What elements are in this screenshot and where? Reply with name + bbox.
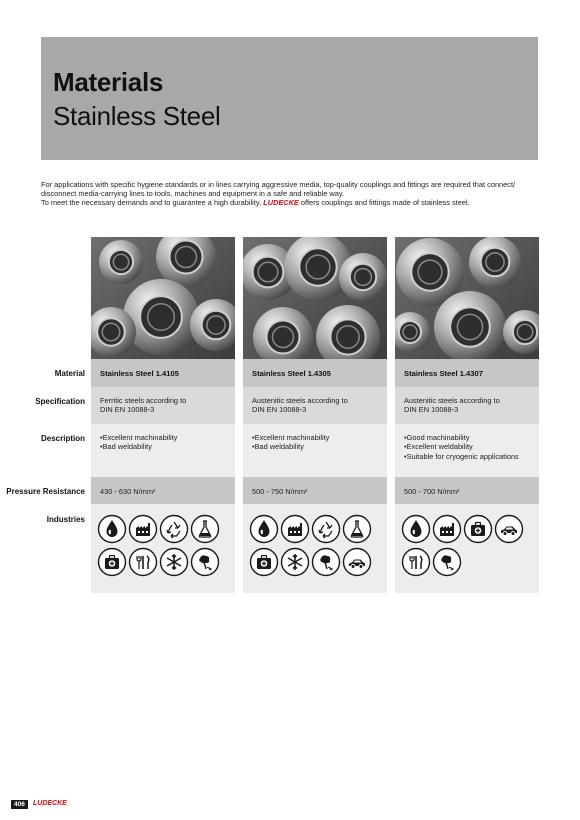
row-label-pressure: Pressure Resistance: [6, 487, 85, 496]
laboratory-flask-icon: [190, 514, 220, 544]
description-band: [395, 424, 539, 477]
oil-drop-icon: [249, 514, 279, 544]
agriculture-icon: [311, 547, 341, 577]
car-icon: [494, 514, 524, 544]
intro-text: [41, 180, 541, 208]
intro-brand-logo: LUDECKE: [263, 198, 299, 208]
industries-icons: [249, 514, 385, 580]
factory-icon: [128, 514, 158, 544]
intro-line-1: For applications with specific hygiene standards or in lines carrying aggressive media, top-quality couplings and fittings are required that connect/: [41, 180, 516, 189]
page-subtitle: Stainless Steel: [53, 101, 221, 131]
snowflake-icon: [280, 547, 310, 577]
description-item: • Suitable for cryogenic applications: [404, 452, 519, 461]
material-name: Stainless Steel 1.4105: [100, 369, 179, 378]
pressure-value: 500 - 750 N/mm²: [252, 487, 308, 496]
description-item: • Bad weldability: [252, 442, 329, 451]
page-number: 406: [11, 800, 28, 809]
oil-drop-icon: [97, 514, 127, 544]
industries-icons: [401, 514, 537, 580]
food-cutlery-icon: [401, 547, 431, 577]
description-list-wrap: [252, 433, 329, 452]
first-aid-kit-icon: [463, 514, 493, 544]
page-title: Materials: [53, 67, 164, 97]
specification-line-2: DIN EN 10088-3: [252, 405, 307, 415]
food-cutlery-icon: [128, 547, 158, 577]
recycling-icon: [159, 514, 189, 544]
description-list: [100, 433, 177, 452]
specification-band: [91, 387, 235, 424]
first-aid-kit-icon: [97, 547, 127, 577]
recycling-icon: [311, 514, 341, 544]
description-item: • Excellent machinability: [100, 433, 177, 442]
material-name: Stainless Steel 1.4307: [404, 369, 483, 378]
description-item: • Excellent machinability: [252, 433, 329, 442]
specification-line-1: Austenitic steels according to: [404, 396, 500, 405]
row-label-description: Description: [40, 434, 85, 443]
intro-line-3-end: offers couplings and fittings made of stainless steel.: [298, 198, 470, 208]
specification-text: [100, 396, 186, 415]
oil-drop-icon: [401, 514, 431, 544]
first-aid-kit-icon: [249, 547, 279, 577]
description-list-wrap: [100, 433, 177, 452]
material-name-band: [243, 359, 387, 387]
material-column: [395, 237, 539, 593]
pressure-value: 430 - 630 N/mm²: [100, 487, 156, 496]
row-label-material: Material: [54, 369, 85, 378]
description-item: • Bad weldability: [100, 442, 177, 451]
snowflake-icon: [159, 547, 189, 577]
specification-line-2: DIN EN 10088-3: [404, 405, 459, 415]
factory-icon: [280, 514, 310, 544]
pressure-band: [395, 477, 539, 504]
description-item: • Good machinability: [404, 433, 519, 442]
industries-icons: [97, 514, 233, 580]
row-label-industries: Industries: [46, 515, 85, 524]
specification-band: [243, 387, 387, 424]
description-band: [243, 424, 387, 477]
specification-line-2: DIN EN 10088-3: [100, 405, 155, 415]
car-icon: [342, 547, 372, 577]
material-photo: [243, 237, 387, 359]
specification-text: [252, 396, 348, 415]
description-list: [252, 433, 329, 452]
material-name: Stainless Steel 1.4305: [252, 369, 331, 378]
material-name-band: [91, 359, 235, 387]
intro-line-2: disconnect media-carrying lines to tools, machines and equipment in a safe and reliable way.: [41, 189, 345, 199]
page-header: [41, 37, 538, 160]
material-name-band: [395, 359, 539, 387]
pressure-band: [243, 477, 387, 504]
material-column: [91, 237, 235, 593]
agriculture-icon: [432, 547, 462, 577]
factory-icon: [432, 514, 462, 544]
specification-text: [404, 396, 500, 415]
description-list: [404, 433, 519, 461]
description-list-wrap: [404, 433, 519, 461]
agriculture-icon: [190, 547, 220, 577]
description-item: • Excellent weldability: [404, 442, 519, 451]
pressure-band: [91, 477, 235, 504]
row-label-specification: Specification: [35, 397, 85, 406]
material-column: [243, 237, 387, 593]
material-photo: [91, 237, 235, 359]
specification-line-1: Austenitic steels according to: [252, 396, 348, 405]
specification-line-1: Ferritic steels according to: [100, 396, 187, 405]
laboratory-flask-icon: [342, 514, 372, 544]
pressure-value: 500 - 700 N/mm²: [404, 487, 460, 496]
footer-brand-logo: LUDECKE: [33, 800, 67, 807]
description-band: [91, 424, 235, 477]
material-photo: [395, 237, 539, 359]
intro-line-3: [41, 198, 541, 207]
intro-line-3-start: To meet the necessary demands and to guarantee a high durability,: [41, 198, 264, 208]
specification-band: [395, 387, 539, 424]
